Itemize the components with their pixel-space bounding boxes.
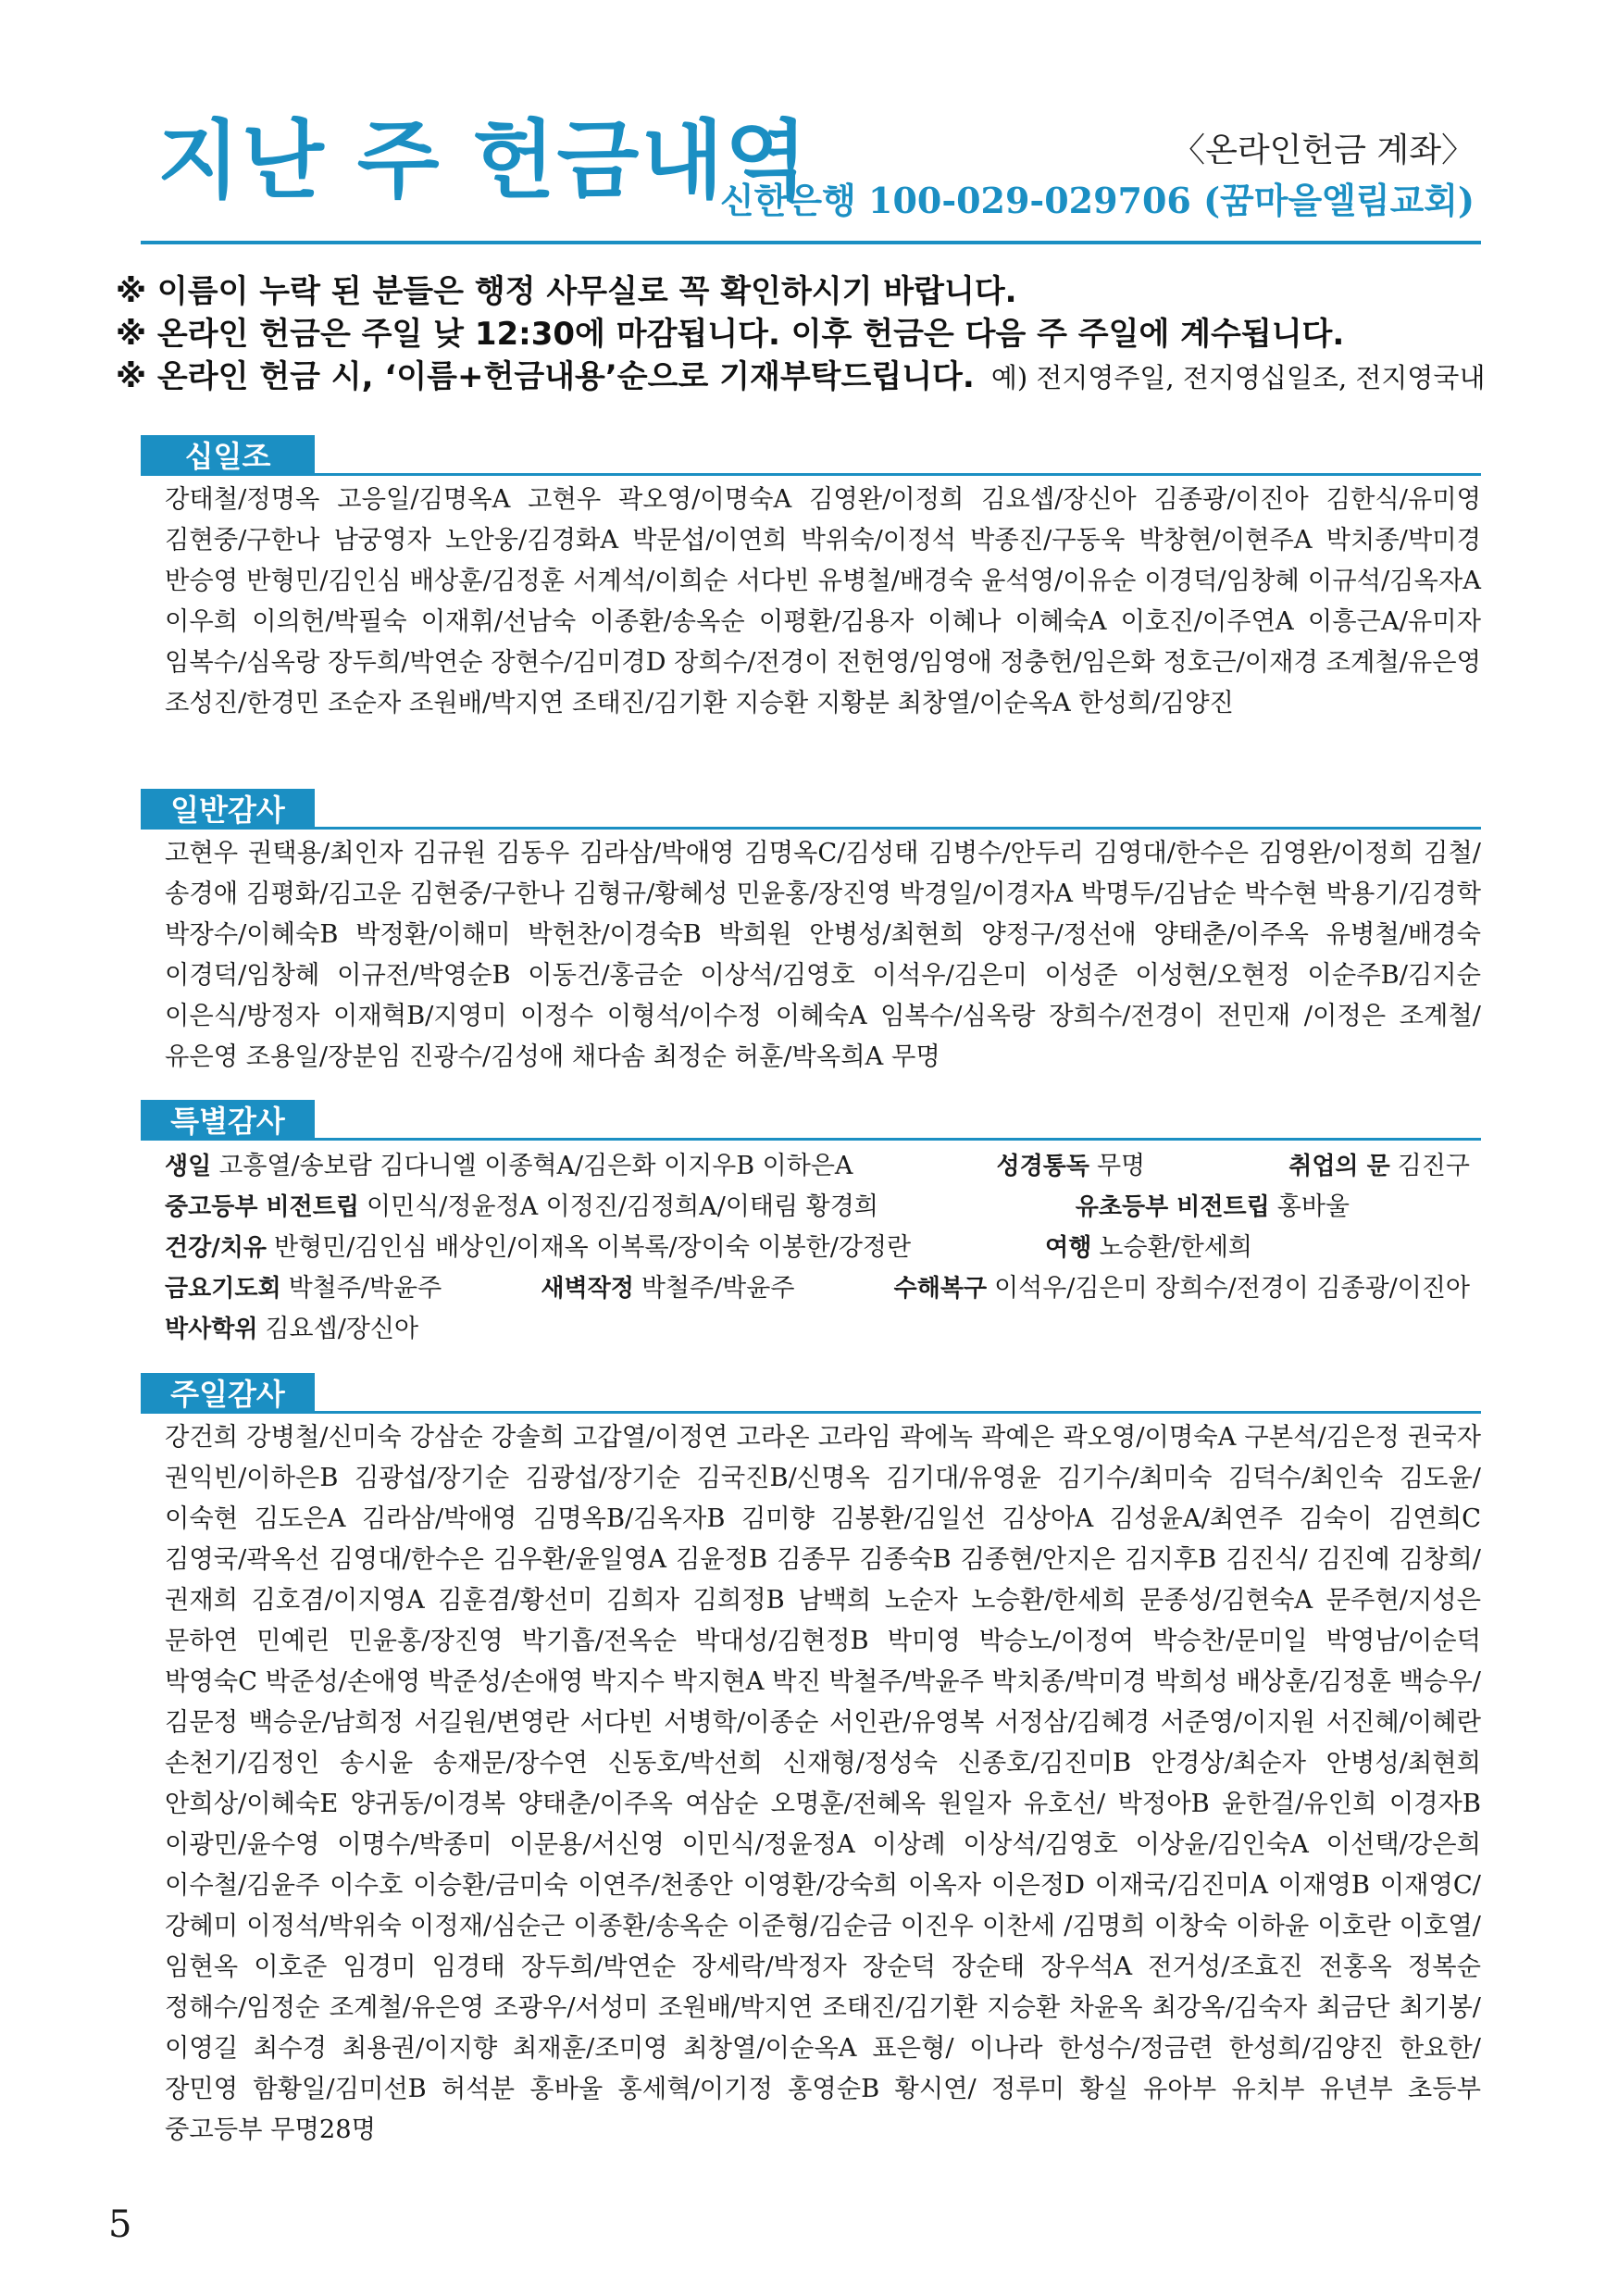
special-row [165,1268,1470,1309]
special-label: 금요기도회 [165,1275,281,1303]
sunday-section [141,1373,1481,2151]
special-names: 김요셉/장신아 [265,1315,419,1343]
special-item [165,1228,911,1268]
tithe-section [141,435,1481,724]
special-row [165,1146,1470,1187]
section-title: 특별감사 [141,1100,315,1141]
special-label: 새벽작정 [541,1275,634,1303]
general-names: 고현우 권택용/최인자 김규원 김동우 김라삼/박애영 김명옥C/김성태 김병수/안두리 김영대/한수은 김영완/이정희 김철/송경애 김평화/김고운 김현중/구한나 김형규/황혜성 민윤홍/장진영 박경일/이경자A 박명두/김남순 박수현 박용기/김경학 박장수/이혜숙B 박정환/이해미 박헌찬/이경숙B 박희원 안병성/최현희 양정구/정선애 양태춘/이주옥 유병철/배경숙 이경덕/임창혜 이규전/박영순B 이동건/홍금순 이상석/김영호 이석우/김은미 이성준 이성현/오현정 이순주B/김지순 이은식/방정자 이재혁B/지영미 이정수 이형석/이수정 이혜숙A 임복수/심옥랑 장희수/전경이 전민재 /이정은 조계철/유은영 조용일/장분임 진광수/김성애 채다솜 최정순 허훈/박옥희A 무명 [165,839,1481,1071]
special-names: 이민식/정윤정A 이정진/김정희A/이태림 황경희 [366,1192,878,1221]
special-list [165,1146,1470,1350]
special-label: 성경통독 [996,1153,1089,1180]
account-number: 신한은행 100-029-029706 (꿈마을엘림교회) [719,180,1475,221]
notice-list [116,270,1504,399]
notice-item [116,356,1504,399]
account-label: 〈온라인헌금 계좌〉 [1172,131,1475,169]
special-label: 여행 [1045,1234,1092,1262]
section-title: 주일감사 [141,1373,315,1414]
section-header [141,435,1481,478]
special-label: 수해복구 [893,1275,988,1303]
special-item [165,1187,878,1228]
section-divider [141,473,1481,476]
special-names: 고흥열/송보람 김다니엘 이종혁A/김은화 이지우B 이하은A [218,1152,853,1180]
special-label: 유초등부 비전트립 [1075,1193,1270,1221]
section-header [141,1373,1481,1416]
special-label: 박사학위 [165,1316,258,1343]
section-header [141,1100,1481,1142]
special-names: 무명 [1096,1152,1146,1180]
special-item [165,1146,853,1187]
section-title: 십일조 [141,435,315,476]
section-divider [141,827,1481,830]
general-section [141,789,1481,1078]
section-header [141,789,1481,831]
notice-item: ※ 온라인 헌금은 주일 낮 12:30에 마감됩니다. 이후 헌금은 다음 주 주일에 계수됩니다. [116,316,1345,353]
special-row [165,1309,1470,1350]
special-item [1076,1187,1350,1228]
sunday-names: 강건희 강병철/신미숙 강삼순 강솔희 고갑열/이정연 고라온 고라임 곽에녹 곽예은 곽오영/이명숙A 구본석/김은정 권국자 권익빈/이하은B 김광섭/장기순 김광섭/장기순 김국진B/신명옥 김기대/유영윤 김기수/최미숙 김덕수/최인숙 김도윤/이숙현 김도은A 김라삼/박애영 김명옥B/김옥자B 김미향 김봉환/김일선 김상아A 김성윤A/최연주 김숙이 김연희C 김영국/곽옥선 김영대/한수은 김우환/윤일영A 김윤정B 김종무 김종숙B 김종현/안지은 김지후B 김진식/ 김진예 김창희/권재희 김호겸/이지영A 김훈겸/황선미 김희자 김희정B 남백희 노순자 노승환/한세희 문종성/김현숙A 문주현/지성은 문하연 민예린 민윤홍/장진영 박기흡/전옥순 박대성/김현정B 박미영 박승노/이정여 박승찬/문미일 박영남/이순덕 박영숙C 박준성/손애영 박준성/손애영 박지수 박지현A 박진 박철주/박윤주 박치종/박미경 박희성 배상훈/김정훈 백승우/김문정 백승운/남희정 서길원/변영란 서다빈 서병학/이종순 서인관/유영복 서정삼/김혜경 서준영/이지원 서진혜/이혜란 손천기/김정인 송시윤 송재문/장수연 신동호/박선희 신재형/정성숙 신종호/김진미B 안경상/최순자 안병성/최현희 안희상/이혜숙E 양귀동/이경복 양태춘/이주옥 여삼순 오명훈/전혜옥 원일자 유호선/ 박정아B 윤한걸/유인희 이경자B 이광민/윤수영 이명수/박종미 이문용/서신영 이민식/정윤정A 이상례 이상석/김영호 이상윤/김인숙A 이선택/강은희 이수철/김윤주 이수호 이승환/금미숙 이연주/천종안 이영환/강숙희 이옥자 이은정D 이재국/김진미A 이재영B 이재영C/강혜미 이정석/박위숙 이정재/심순근 이종환/송옥순 이준형/김순금 이진우 이찬세 /김명희 이창숙 이하윤 이호란 이호열/임현옥 이호준 임경미 임경태 장두희/박연순 장세락/박정자 장순덕 장순태 장우석A 전거성/조효진 전홍옥 정복순 정해수/임정순 조계철/유은영 조광우/서성미 조원배/박지연 조태진/김기환 지승환 차윤옥 최강옥/김숙자 최금단 최기봉/이영길 최수경 최용권/이지향 최재훈/조미영 최창열/이순옥A 표은형/ 이나라 한성수/정금련 한성희/김양진 한요한/장민영 함황일/김미선B 허석분 홍바울 홍세혁/이기정 홍영순B 황시연/ 정루미 황실 유아부 유치부 유년부 초등부 중고등부 무명28명 [165,1423,1481,2144]
special-item [996,1146,1145,1187]
special-item [165,1268,442,1309]
special-item [1045,1228,1252,1268]
notice-text: ※ 온라인 헌금 시, ‘이름+헌금내용’순으로 기재부탁드립니다. [116,358,975,395]
special-item [1288,1146,1470,1187]
page-number: 5 [108,2203,132,2246]
special-section [141,1100,1481,1350]
special-item [541,1268,794,1309]
special-item [165,1309,418,1350]
special-names: 반형민/김인심 배상인/이재옥 이복록/장이숙 이봉한/강정란 [273,1233,912,1262]
special-names: 노승환/한세희 [1099,1233,1252,1262]
notice-item: ※ 이름이 누락 된 분들은 행정 사무실로 꼭 확인하시기 바랍니다. [116,273,1017,310]
special-names: 김진구 [1397,1152,1470,1180]
notice-example: 예) 전지영주일, 전지영십일조, 전지영국내 [990,362,1486,393]
special-names: 홍바울 [1276,1192,1350,1221]
special-label: 건강/치유 [165,1234,267,1262]
page-title: 지난 주 헌금내역 [157,111,810,210]
special-label: 취업의 문 [1288,1153,1390,1180]
special-item [894,1268,1470,1309]
special-label: 생일 [165,1153,212,1180]
special-label: 중고등부 비전트립 [165,1193,359,1221]
section-divider [141,1411,1481,1414]
special-names: 박철주/박윤주 [641,1274,795,1303]
special-names: 박철주/박윤주 [288,1274,442,1303]
section-title: 일반감사 [141,789,315,830]
tithe-names: 강태철/정명옥 고응일/김명옥A 고현우 곽오영/이명숙A 김영완/이정희 김요셉/장신아 김종광/이진아 김한식/유미영 김현중/구한나 남궁영자 노안웅/김경화A 박문섭/이연희 박위숙/이정석 박종진/구동욱 박창현/이현주A 박치종/박미경 반승영 반형민/김인심 배상훈/김정훈 서계석/이희순 서다빈 유병철/배경숙 윤석영/이유순 이경덕/임창혜 이규석/김옥자A 이우희 이의헌/박필숙 이재휘/선남숙 이종환/송옥순 이평환/김용자 이혜나 이혜숙A 이호진/이주연A 이흥근A/유미자 임복수/심옥랑 장두희/박연순 장현수/김미경D 장희수/전경이 전헌영/임영애 정충헌/임은화 정호근/이재경 조계철/유은영 조성진/한경민 조순자 조원배/박지연 조태진/김기환 지승환 지황분 최창열/이순옥A 한성희/김양진 [165,485,1481,718]
special-names: 이석우/김은미 장희수/전경이 김종광/이진아 [994,1274,1470,1303]
title-divider [141,241,1481,244]
special-row [165,1187,1470,1228]
section-divider [141,1138,1481,1141]
special-row [165,1228,1470,1268]
